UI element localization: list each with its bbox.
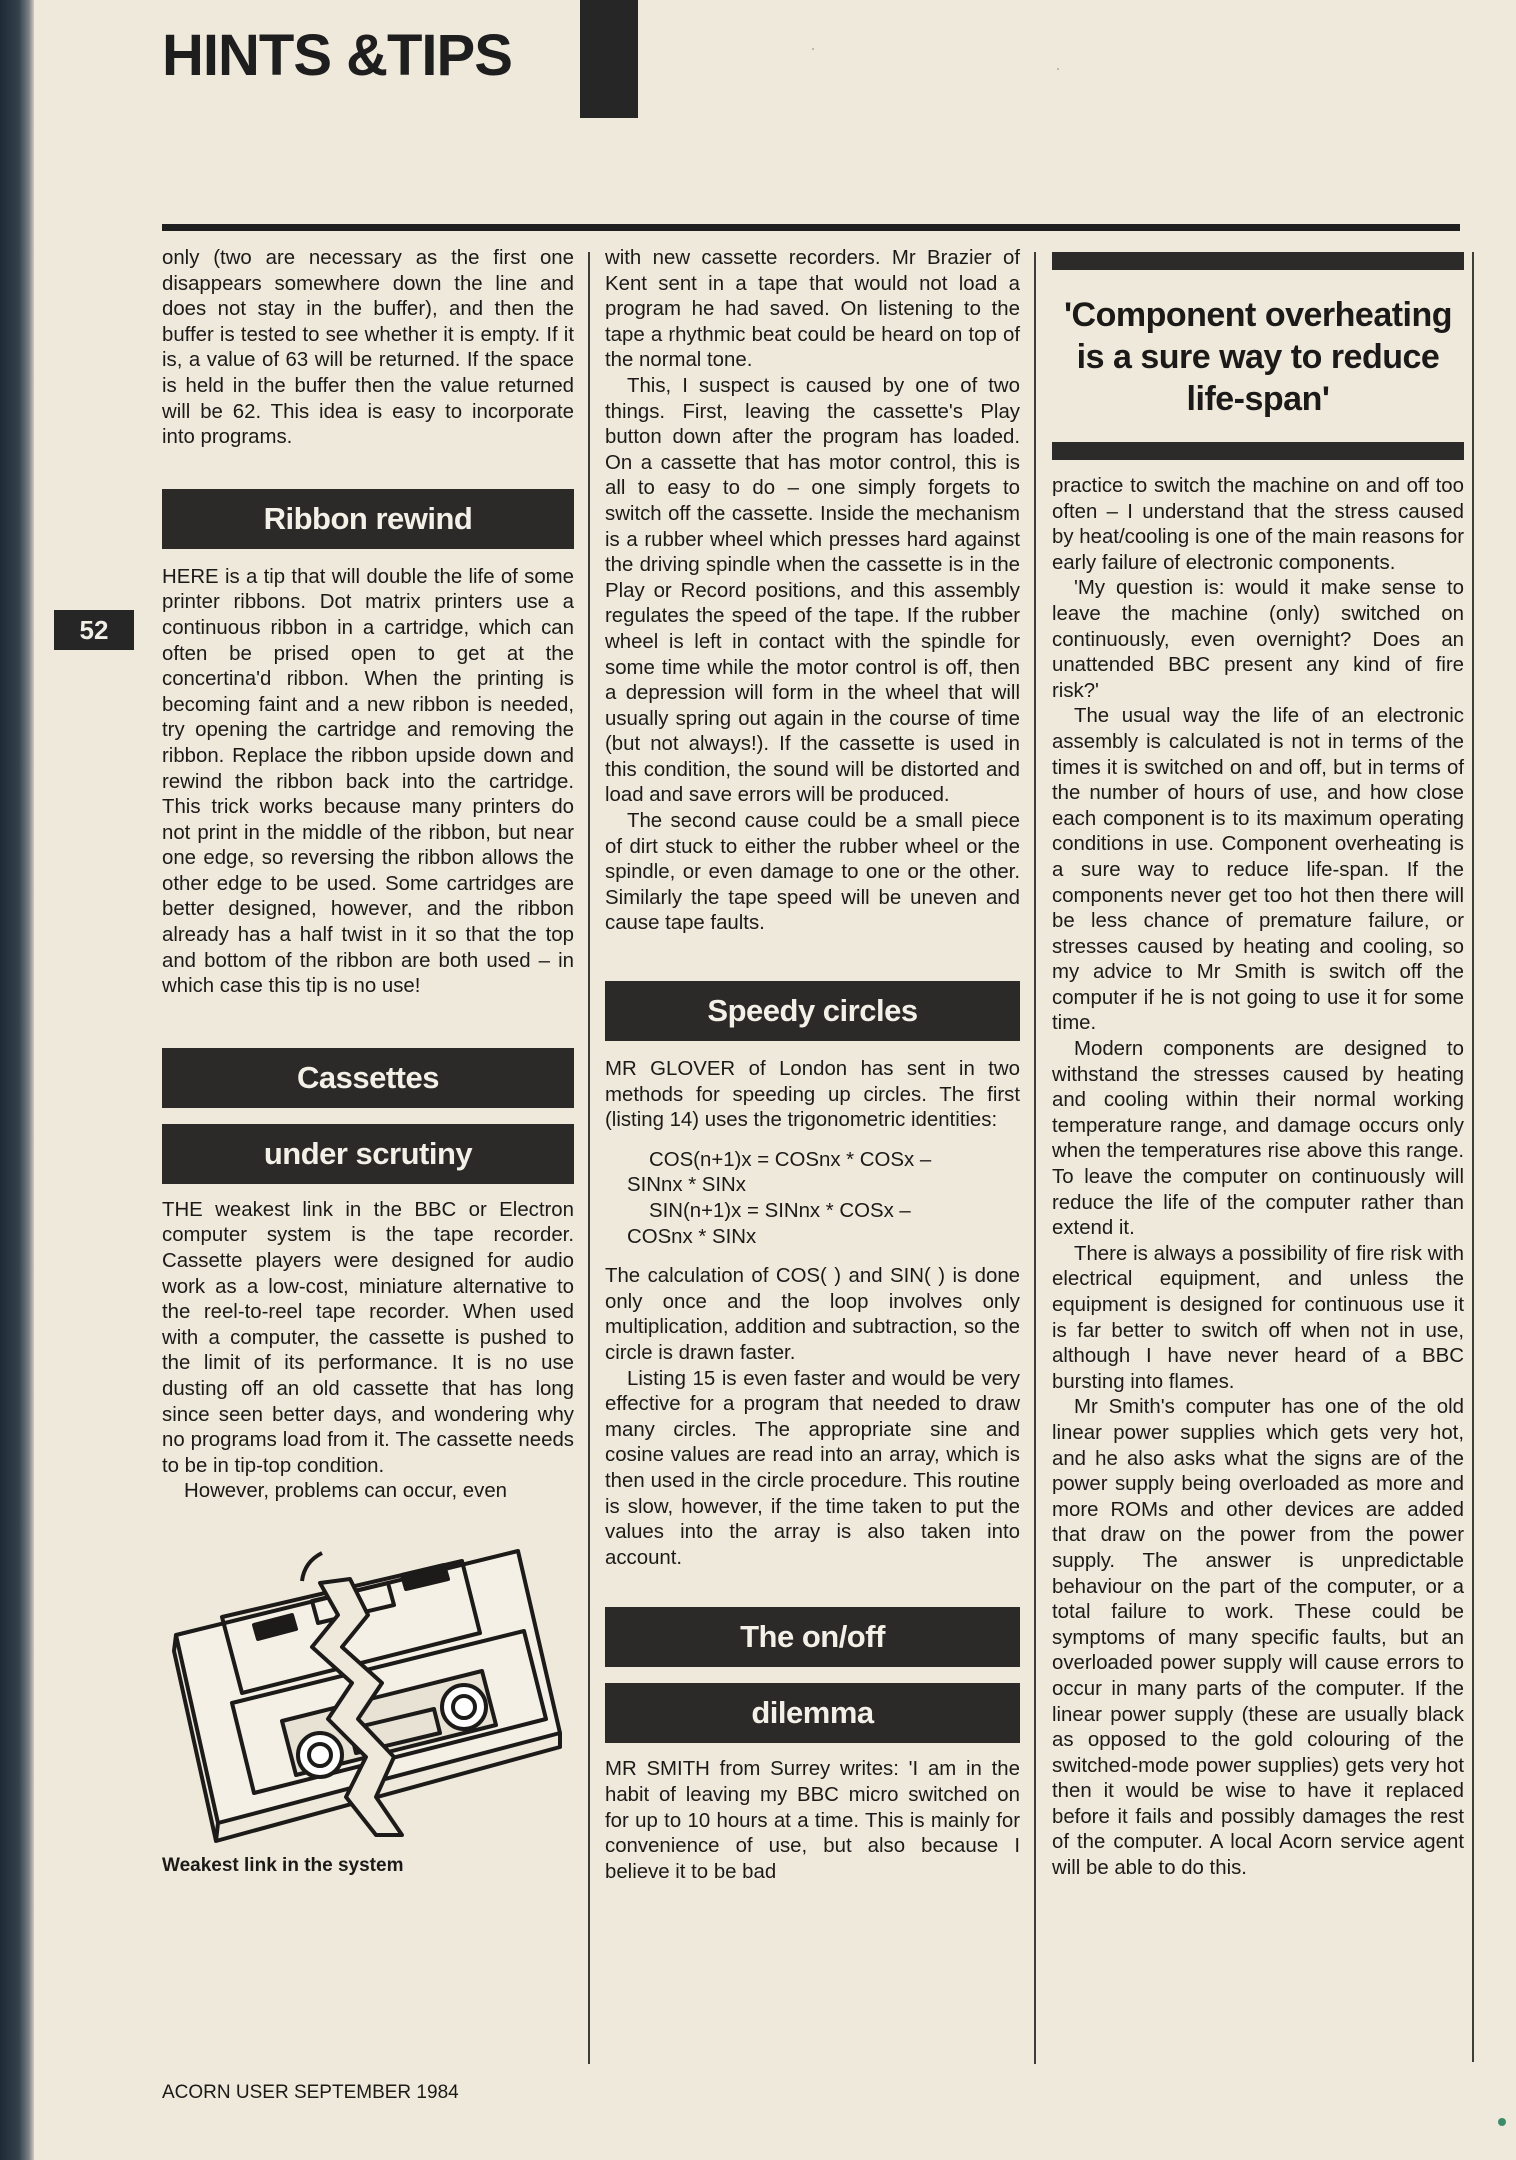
page-title: HINTS &TIPS — [162, 23, 512, 88]
equation-line: COS(n+1)x = COSnx * COSx – — [649, 1148, 932, 1171]
top-rule — [162, 224, 1460, 231]
paragraph: practice to switch the machine on and off too often – I understand that the stress caused by heat/cooling is one of the main reasons for early failure of electronic components. — [1052, 475, 1464, 574]
paragraph: This, I suspect is caused by one of two things. First, leaving the cassette's Play button down after the program has loaded. On a cassette that has motor control, this is all to easy to do – one simply forgets to switch off the cassette. Inside the mechanism is a rubber wheel which presses hard against the driving spindle when the cassette is in the Play or Record positions, and this assembly regulates the speed of the tape. If the rubber wheel is left in contact with the spindle for some time while the motor control is off, then a depression will form in the wheel that will usually spring out again in the course of time (but not always!). If the cassette is used in this condition, the sound will be distorted and load and save errors will be produced. — [605, 374, 1020, 807]
paragraph: 'My question is: would it make sense to leave the machine (only) switched on continuously, even overnight? Does an unattended BBC present any kind of fire risk?' — [1052, 577, 1464, 702]
column-divider — [1034, 252, 1036, 2064]
binding-edge — [0, 0, 34, 2160]
title-block — [580, 0, 638, 118]
pullquote-bar — [1052, 252, 1464, 270]
print-speck: · — [810, 38, 816, 58]
paragraph: MR GLOVER of London has sent in two methods for speeding up circles. The first (listing 14) uses the trigonometric identities: — [605, 1058, 1020, 1132]
column-1 — [162, 246, 574, 1879]
broken-cassette-illustration — [162, 1543, 562, 1843]
paragraph: The usual way the life of an electronic assembly is calculated is not in terms of the times it is switched on and off, but in terms of the number of hours of use, and how close each component is to its maximum operating conditions in use. Component overheating is a sure way to reduce life-span. If the components never get too hot then there will be less chance of premature failure, or stresses caused by heating and cooling, so my advice to Mr Smith is switch off the computer if he is not going to use it for some time. — [1052, 705, 1464, 1035]
column-divider — [1472, 252, 1474, 2062]
section-heading-onoff: The on/off — [605, 1607, 1020, 1667]
paragraph: There is always a possibility of fire risk with electrical equipment, and unless the equipment is designed for continuous use it is far better to switch off when not in use, although I have never heard of a BBC bursting into flames. — [1052, 1242, 1464, 1393]
pullquote-bar — [1052, 442, 1464, 460]
column-3 — [1052, 246, 1464, 1882]
paragraph: However, problems can occur, even — [184, 1480, 508, 1503]
paragraph: The second cause could be a small piece of dirt stuck to either the rubber wheel or the spindle, or even damage to one or the other. Similarly the tape speed will be uneven and cause tape faults. — [605, 810, 1020, 935]
paragraph: Mr Smith's computer has one of the old linear power supplies which gets very hot, and he also asks what the signs are of the power supply being overloaded as more and more ROMs and other devices are added that draw on the power from the power supply. The answer is unpredictable behaviour on the part of the computer, or a total failure to work. These could be symptoms of many specific faults, but an overloaded power supply will cause errors to occur in many parts of the computer. If the linear power supply (these are usually black as opposed to the gold colouring of the switched-mode power supplies) gets very hot then it would be wise to have it replaced before it fails and possibly damages the rest of the computer. A local Acorn service agent will be able to do this. — [1052, 1396, 1464, 1880]
paragraph: MR SMITH from Surrey writes: 'I am in the habit of leaving my BBC micro switched on for up to 10 hours at a time. This is mainly for convenience of use, but also because I believe it to be bad — [605, 1758, 1020, 1883]
paragraph: THE weakest link in the BBC or Electron computer system is the tape recorder. Cassette players were designed for audio work as a low-cost, miniature alternative to the reel-to-reel tape recorder. When used with a computer, the cassette is pushed to the limit of its performance. It is no use dusting off an old cassette that has long since seen better days, and wondering why no programs load from it. The cassette needs to be in tip-top condition. — [162, 1198, 574, 1477]
equation-line: SIN(n+1)x = SINnx * COSx – — [649, 1200, 911, 1222]
section-heading-ribbon: Ribbon rewind — [162, 489, 574, 549]
pullquote: 'Component overheating is a sure way to reduce life-span' — [1063, 296, 1453, 418]
paragraph: only (two are necessary as the first one disappears somewhere down the line and does not stay in the buffer), and then the buffer is tested to see whether it is empty. If it is, a value of 63 will be returned. If the space is held in the buffer then the value returned will be 62. This idea is easy to incorporate into programs. — [162, 247, 574, 449]
image-caption: Weakest link in the system — [162, 1854, 404, 1876]
column-divider — [588, 252, 590, 2064]
paragraph: HERE is a tip that will double the life of some printer ribbons. Dot matrix printers use a continuous ribbon in a cartridge, which can often be prised open to get at the concertina'd ribbon. When the printing is becoming faint and a new ribbon is needed, try opening the cartridge and removing the ribbon. Replace the ribbon upside down and rewind the ribbon back into the cartridge. This trick works because many printers do not print in the middle of the ribbon, but near one edge, so reversing the ribbon allows the other edge to be used. Some cartridges are better designed, however, and the ribbon already has a half twist in it so that the top and bottom of the ribbon are both used – in which case this tip is no use! — [162, 565, 574, 998]
section-heading-circles: Speedy circles — [605, 981, 1020, 1041]
paragraph: Modern components are designed to withstand the stresses caused by heating and cooling within their normal working temperature range, and damage occurs only when the temperatures rise above this range. To leave the computer on continuously will reduce the life of the computer rather than extend it. — [1052, 1038, 1464, 1240]
print-speck: · — [1055, 58, 1061, 78]
paragraph: The calculation of COS( ) and SIN( ) is done only once and the loop involves only multiplication, addition and subtraction, so the circle is drawn faster. — [605, 1265, 1020, 1364]
paragraph: with new cassette recorders. Mr Brazier of Kent sent in a tape that would not load a program he had saved. On listening to the tape a rhythmic beat could be heard on top of the normal tone. — [605, 247, 1020, 372]
section-heading-cassettes-2: under scrutiny — [162, 1124, 574, 1184]
column-2 — [605, 246, 1020, 1885]
footer-text: ACORN USER SEPTEMBER 1984 — [162, 2082, 459, 2103]
equation-line: COSnx * SINx — [627, 1225, 757, 1248]
section-heading-onoff-2: dilemma — [605, 1683, 1020, 1743]
equation-line: SINnx * SINx — [627, 1174, 746, 1197]
page-number: 52 — [54, 610, 134, 650]
paragraph: Listing 15 is even faster and would be very effective for a program that needed to draw many circles. The appropriate sine and cosine values are read into an array, which is then used in the circle procedure. This routine is slow, however, if the time taken to put the values into the array is also taken into account. — [605, 1367, 1020, 1569]
section-heading-cassettes: Cassettes — [162, 1048, 574, 1108]
print-speck — [1498, 2118, 1506, 2126]
